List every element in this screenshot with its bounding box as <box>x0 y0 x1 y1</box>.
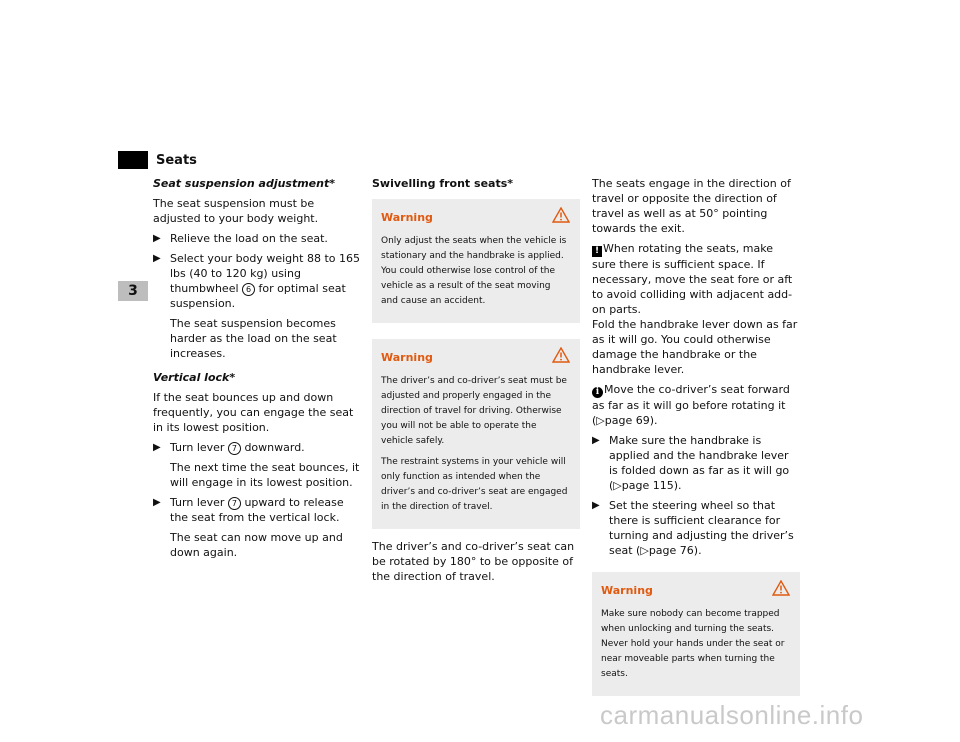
warning-triangle-icon <box>552 347 570 363</box>
page-ref[interactable]: page 115). <box>621 479 682 492</box>
step-text: Relieve the load on the seat. <box>170 232 328 245</box>
body-text: The seats engage in the direction of travel or opposite the direction of travel as well as at 50° pointing towards the exit. <box>592 177 791 235</box>
lever-ref: 7 <box>228 442 241 455</box>
step-lever-down <box>153 440 361 455</box>
section-marker <box>118 151 148 169</box>
step-text: Select your body weight 88 to 165 lbs (40 to 120 kg) using thumbwheel <box>170 252 360 295</box>
warning-text: The restraint systems in your vehicle will only function as intended when the driver’s and co-driver’s seat are engaged in the direction of travel. <box>381 457 568 512</box>
caution-icon: ! <box>592 246 602 257</box>
page-ref[interactable]: page 69). <box>604 414 658 427</box>
step-select-weight <box>153 251 361 311</box>
chapter-tab: 3 <box>118 281 148 301</box>
page-ref-arrow: ▷ <box>613 479 622 492</box>
step-arrow-icon: ▶ <box>592 435 600 446</box>
step-text-after: downward. <box>240 441 305 454</box>
step-text-after: upward to release the seat from the vertical lock. <box>170 496 344 524</box>
warning-box <box>372 339 580 529</box>
result-text: The seat suspension becomes harder as the load on the seat increases. <box>170 317 337 360</box>
page-ref-arrow: ▷ <box>596 414 605 427</box>
step-lever-up <box>153 495 361 525</box>
warning-text: Only adjust the seats when the vehicle is stationary and the handbrake is applied. You could otherwise lose control of the vehicle as a result of the seat moving and cause an accident. <box>381 236 567 306</box>
caution-note <box>592 241 800 377</box>
warning-box <box>372 199 580 323</box>
heading-swivelling-seats: Swivelling front seats* <box>372 177 514 190</box>
column-1 <box>153 176 361 565</box>
step-handbrake <box>592 433 800 493</box>
step-arrow-icon: ▶ <box>153 497 161 508</box>
page-ref[interactable]: page 76). <box>648 544 702 557</box>
result-text: The next time the seat bounces, it will engage in its lowest position. <box>170 461 360 489</box>
heading-seat-suspension: Seat suspension adjustment* <box>153 177 335 190</box>
step-arrow-icon: ▶ <box>153 442 161 453</box>
warning-title: Warning <box>381 351 433 364</box>
step-relieve-load <box>153 231 361 246</box>
warning-triangle-icon <box>772 580 790 596</box>
page-ref-arrow: ▷ <box>640 544 649 557</box>
result-text: The seat can now move up and down again. <box>170 531 343 559</box>
info-note <box>592 382 800 428</box>
thumbwheel-ref: 6 <box>242 283 255 296</box>
step-text: Turn lever <box>170 441 228 454</box>
section-title: Seats <box>156 153 197 168</box>
step-text: Turn lever <box>170 496 228 509</box>
intro-text: The seat suspension must be adjusted to your body weight. <box>153 197 319 225</box>
step-steering-wheel <box>592 498 800 558</box>
warning-title: Warning <box>601 584 653 597</box>
caution-text-2: Fold the handbrake lever down as far as it will go. You could otherwise damage the handbrake or the handbrake lever. <box>592 318 798 376</box>
warning-box <box>592 572 800 696</box>
info-icon: i <box>592 387 603 398</box>
watermark: carmanualsonline.info <box>600 700 864 730</box>
step-arrow-icon: ▶ <box>153 253 161 264</box>
step-text: Set the steering wheel so that there is sufficient clearance for turning and adjusting the driver’s seat ( <box>609 499 794 557</box>
caution-text: When rotating the seats, make sure there is sufficient space. If necessary, move the seat fore or aft to avoid colliding with adjacent add-on parts. <box>592 242 793 316</box>
lever-ref: 7 <box>228 497 241 510</box>
step-text: Make sure the handbrake is applied and the handbrake lever is folded down as far as it will go ( <box>609 434 790 492</box>
step-text-after: for optimal seat suspension. <box>170 282 346 310</box>
warning-text: The driver’s and co-driver’s seat must be adjusted and properly engaged in the direction of travel for driving. Otherwise you will not be able to operate the vehicle safely. <box>381 376 567 446</box>
heading-vertical-lock: Vertical lock* <box>153 371 236 384</box>
body-text: The driver’s and co-driver’s seat can be rotated by 180° to be opposite of the direction of travel. <box>372 540 575 583</box>
warning-text: Make sure nobody can become trapped when unlocking and turning the seats. Never hold your hands under the seat or near moveable parts when turning the seats. <box>601 609 785 679</box>
info-text: Move the co-driver’s seat forward as far as it will go before rotating it ( <box>592 383 790 427</box>
warning-title: Warning <box>381 211 433 224</box>
warning-triangle-icon <box>552 207 570 223</box>
vertical-lock-intro: If the seat bounces up and down frequently, you can engage the seat in its lowest position. <box>153 391 354 434</box>
step-arrow-icon: ▶ <box>592 500 600 511</box>
column-2 <box>372 176 580 589</box>
step-arrow-icon: ▶ <box>153 233 161 244</box>
column-3 <box>592 176 800 696</box>
